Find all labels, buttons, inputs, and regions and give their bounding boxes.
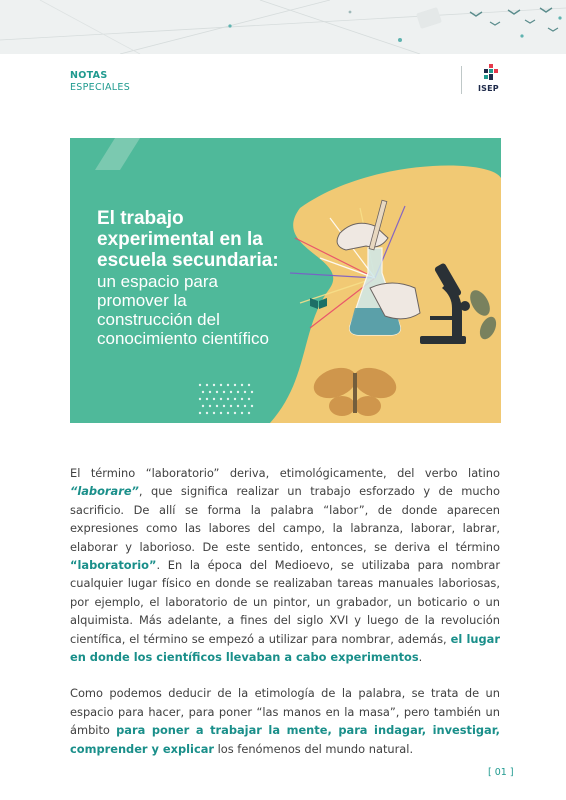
isep-logo-icon [481, 64, 501, 82]
article-banner [70, 138, 501, 423]
isep-logo [472, 64, 512, 98]
paragraph-2 [70, 684, 500, 758]
banner-title: El trabajo experimental en la escuela secundaria: [97, 208, 279, 271]
paragraph-1 [70, 464, 500, 666]
paragraph-2-text-2: los fenómenos del mundo natural. [214, 741, 414, 756]
paragraph-1-text-2: , que significa realizar un trabajo esforzado y de mucho sacrificio. De allí se forma la palabra “labor”, de donde aparecen expresiones como las labores del campo, la labranza, laborar, labrar, elaborar y laborioso. De este sentido, entonces, se deriva el término [70, 484, 500, 554]
highlight-mind-work: para poner a trabajar la mente, para indagar, investigar, comprender y explicar [70, 723, 500, 756]
section-label-line2: ESPECIALES [70, 82, 131, 93]
page-number: [ 01 ] [488, 767, 514, 778]
isep-logo-text: ISEP [478, 84, 499, 93]
highlight-scientists-place: el lugar en donde los científicos llevaban a cabo experimentos [70, 631, 500, 665]
highlight-laborare: “laborare” [70, 484, 139, 499]
logo-divider [461, 66, 462, 94]
banner-subtitle: un espacio para promover la construcción del conocimiento científico [97, 272, 269, 348]
top-band-pattern [0, 0, 566, 54]
decorative-top-band [0, 0, 566, 54]
article-body [70, 464, 500, 776]
dot-pattern [199, 384, 253, 414]
section-label-line1: NOTAS [70, 70, 108, 81]
paragraph-1-text-1: El término “laboratorio” deriva, etimológicamente, del verbo latino [70, 466, 500, 480]
paragraph-2-text-1: Como podemos deducir de la etimología de la palabra, se trata de un espacio para hacer, para poner “las manos en la masa”, pero también un ámbito [70, 686, 500, 738]
paragraph-1-text-4: . [418, 650, 423, 665]
section-label [70, 70, 130, 94]
banner-title-block [97, 208, 297, 348]
highlight-laboratorio: “laboratorio” [70, 558, 157, 573]
paragraph-1-text-3: . En la época del Medioevo, se utilizaba para nombrar cualquier lugar físico en donde se realizaban tareas manuales laboriosas, por ejemplo, el laboratorio de un pintor, un grabador, un boticario o un alquimista. Más adelante, a fines del siglo XVI y luego de la revolución científica, el término se empezó a utilizar para nombrar, además, [70, 558, 500, 646]
